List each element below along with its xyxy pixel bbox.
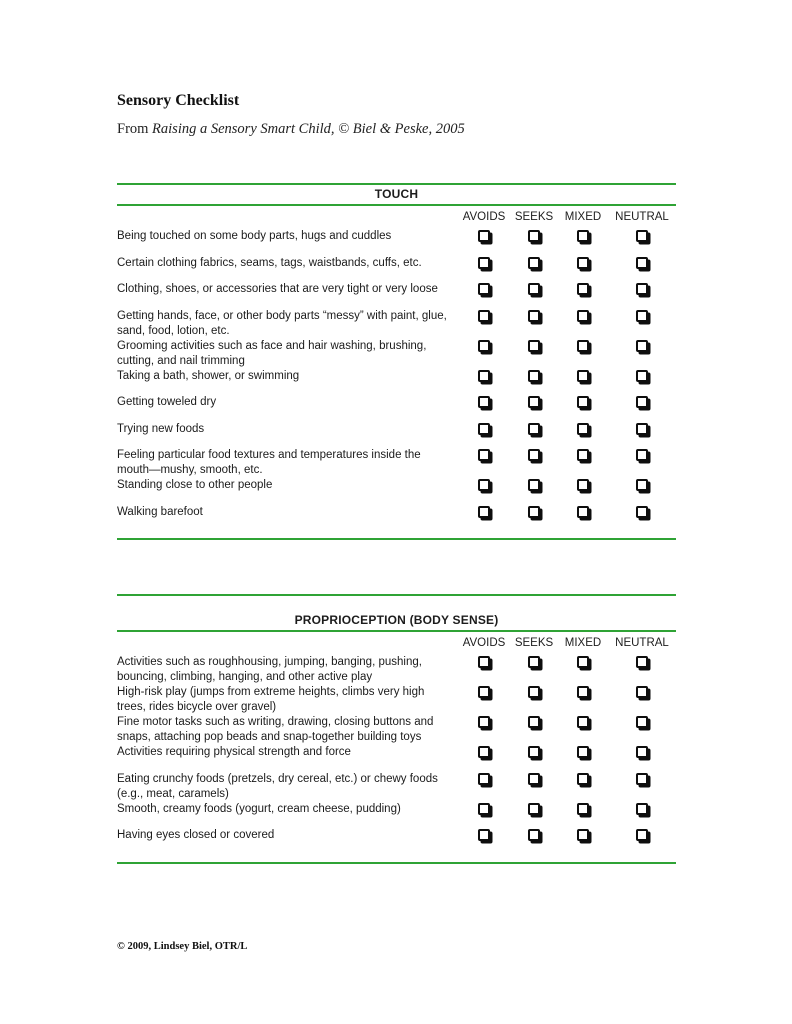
row-label: Clothing, shoes, or accessories that are very tight or very loose xyxy=(117,283,438,295)
column-header-neutral: NEUTRAL xyxy=(615,637,669,649)
checkbox-avoids[interactable] xyxy=(478,829,490,841)
checklist-section xyxy=(117,183,676,540)
checkbox-cell-avoids xyxy=(458,422,510,435)
checkbox-cell-neutral xyxy=(608,478,676,491)
checkbox-cell-avoids xyxy=(458,828,510,841)
copyright-footer: © 2009, Lindsey Biel, OTR/L xyxy=(117,941,248,952)
subtitle-prefix: From xyxy=(117,121,153,137)
checkbox-neutral[interactable] xyxy=(636,829,648,841)
checkbox-avoids[interactable] xyxy=(478,283,490,295)
checkbox-avoids[interactable] xyxy=(478,230,490,242)
column-header-avoids: AVOIDS xyxy=(462,211,506,223)
checkbox-neutral[interactable] xyxy=(636,340,648,352)
checkbox-cell-avoids xyxy=(458,448,510,461)
checkbox-cell-neutral xyxy=(608,395,676,408)
checkbox-cell-mixed xyxy=(558,478,608,491)
checkbox-avoids[interactable] xyxy=(478,257,490,269)
row-label: Activities such as roughhousing, jumping, banging, pushing, bouncing, climbing, hanging, and other active play xyxy=(117,656,422,683)
row-label: Standing close to other people xyxy=(117,479,273,491)
checkbox-cell-neutral xyxy=(608,229,676,242)
checkbox-cell-seeks xyxy=(510,282,558,295)
checkbox-seeks[interactable] xyxy=(528,656,540,668)
row-label: Fine motor tasks such as writing, drawing, closing buttons and snaps, attaching pop beads and snap-together building toys xyxy=(117,716,434,743)
checkbox-cell-mixed xyxy=(558,369,608,382)
checklist-row xyxy=(117,369,676,396)
column-header-row xyxy=(117,206,676,225)
checkbox-cell-avoids xyxy=(458,369,510,382)
checkbox-avoids[interactable] xyxy=(478,423,490,435)
row-label: Smooth, creamy foods (yogurt, cream cheese, pudding) xyxy=(117,802,401,815)
checkbox-cell-seeks xyxy=(510,802,558,815)
row-label: Grooming activities such as face and hair washing, brushing, cutting, and nail trimming xyxy=(117,339,427,367)
checkbox-avoids[interactable] xyxy=(478,310,490,322)
page-subtitle xyxy=(117,121,465,138)
checkbox-neutral[interactable] xyxy=(636,423,648,435)
checkbox-cell-avoids xyxy=(458,772,510,785)
row-label: Eating crunchy foods (pretzels, dry cereal, etc.) or chewy foods (e.g., meat, caramels) xyxy=(117,772,438,800)
checkbox-seeks[interactable] xyxy=(528,803,540,815)
checkbox-cell-avoids xyxy=(458,395,510,408)
checkbox-cell-seeks xyxy=(510,309,558,322)
checkbox-seeks[interactable] xyxy=(528,310,540,322)
section-bottom-rule xyxy=(117,538,676,540)
checkbox-avoids[interactable] xyxy=(478,746,490,758)
row-label: Being touched on some body parts, hugs and cuddles xyxy=(117,230,392,242)
checkbox-mixed[interactable] xyxy=(577,396,589,408)
page-title: Sensory Checklist xyxy=(117,92,240,109)
checkbox-cell-avoids xyxy=(458,256,510,269)
column-header-avoids: AVOIDS xyxy=(462,637,506,649)
checklist-row xyxy=(117,802,676,829)
checkbox-cell-seeks xyxy=(510,339,558,352)
row-label: High-risk play (jumps from extreme heights, climbs very high trees, rides bicycle over gravel) xyxy=(117,686,425,713)
checkbox-seeks[interactable] xyxy=(528,479,540,491)
checklist-row xyxy=(117,256,676,283)
checkbox-neutral[interactable] xyxy=(636,283,648,295)
checklist-row xyxy=(117,422,676,449)
checkbox-mixed[interactable] xyxy=(577,829,589,841)
checklist-row xyxy=(117,772,676,802)
checkbox-seeks[interactable] xyxy=(528,370,540,382)
checkbox-cell-neutral xyxy=(608,685,676,698)
checkbox-neutral[interactable] xyxy=(636,310,648,322)
checkbox-cell-avoids xyxy=(458,339,510,352)
checklist-row xyxy=(117,478,676,505)
checkbox-cell-seeks xyxy=(510,256,558,269)
checkbox-avoids[interactable] xyxy=(478,449,490,461)
checkbox-neutral[interactable] xyxy=(636,479,648,491)
checkbox-neutral[interactable] xyxy=(636,449,648,461)
checkbox-mixed[interactable] xyxy=(577,656,589,668)
checklist-row xyxy=(117,828,676,855)
checklist-row xyxy=(117,715,676,745)
checkbox-seeks[interactable] xyxy=(528,746,540,758)
checkbox-cell-mixed xyxy=(558,448,608,461)
checkbox-seeks[interactable] xyxy=(528,340,540,352)
checkbox-mixed[interactable] xyxy=(577,423,589,435)
checkbox-cell-mixed xyxy=(558,339,608,352)
checkbox-neutral[interactable] xyxy=(636,803,648,815)
checkbox-cell-neutral xyxy=(608,505,676,518)
checkbox-avoids[interactable] xyxy=(478,803,490,815)
row-label: Getting toweled dry xyxy=(117,396,217,408)
checkbox-cell-neutral xyxy=(608,369,676,382)
checkbox-seeks[interactable] xyxy=(528,773,540,785)
checkbox-cell-avoids xyxy=(458,478,510,491)
column-header-mixed: MIXED xyxy=(564,211,602,223)
checkbox-neutral[interactable] xyxy=(636,746,648,758)
checkbox-neutral[interactable] xyxy=(636,686,648,698)
row-label: Trying new foods xyxy=(117,422,205,435)
checkbox-cell-mixed xyxy=(558,802,608,815)
checkbox-seeks[interactable] xyxy=(528,716,540,728)
checkbox-cell-avoids xyxy=(458,745,510,758)
checkbox-cell-mixed xyxy=(558,715,608,728)
checklist-row xyxy=(117,448,676,478)
checklist-row xyxy=(117,745,676,772)
checkbox-neutral[interactable] xyxy=(636,257,648,269)
checklist-row xyxy=(117,505,676,532)
checkbox-cell-seeks xyxy=(510,369,558,382)
checkbox-seeks[interactable] xyxy=(528,257,540,269)
checklist-row xyxy=(117,685,676,715)
column-header-seeks: SEEKS xyxy=(514,211,554,223)
checkbox-mixed[interactable] xyxy=(577,230,589,242)
checkbox-cell-seeks xyxy=(510,828,558,841)
row-label: Getting hands, face, or other body parts “messy” with paint, glue, sand, food, lotion, etc. xyxy=(117,309,447,337)
checkbox-cell-neutral xyxy=(608,745,676,758)
checkbox-mixed[interactable] xyxy=(577,340,589,352)
checkbox-seeks[interactable] xyxy=(528,230,540,242)
checkbox-cell-mixed xyxy=(558,282,608,295)
checkbox-cell-neutral xyxy=(608,309,676,322)
column-header-mixed: MIXED xyxy=(564,637,602,649)
checklist-sections xyxy=(117,183,676,864)
checkbox-avoids[interactable] xyxy=(478,656,490,668)
checkbox-cell-seeks xyxy=(510,448,558,461)
checkbox-cell-neutral xyxy=(608,772,676,785)
checkbox-mixed[interactable] xyxy=(577,449,589,461)
checkbox-cell-neutral xyxy=(608,448,676,461)
checkbox-cell-avoids xyxy=(458,309,510,322)
checkbox-cell-neutral xyxy=(608,715,676,728)
checkbox-cell-seeks xyxy=(510,395,558,408)
checklist-row xyxy=(117,229,676,256)
checkbox-cell-mixed xyxy=(558,505,608,518)
checkbox-cell-neutral xyxy=(608,802,676,815)
column-header-row xyxy=(117,632,676,651)
checkbox-seeks[interactable] xyxy=(528,423,540,435)
checkbox-mixed[interactable] xyxy=(577,479,589,491)
checkbox-seeks[interactable] xyxy=(528,283,540,295)
checkbox-cell-avoids xyxy=(458,505,510,518)
section-rows xyxy=(117,651,676,862)
checkbox-cell-neutral xyxy=(608,339,676,352)
section-bottom-rule xyxy=(117,862,676,864)
row-label: Taking a bath, shower, or swimming xyxy=(117,369,300,382)
column-header-neutral: NEUTRAL xyxy=(615,211,669,223)
checkbox-cell-seeks xyxy=(510,655,558,668)
checkbox-cell-mixed xyxy=(558,256,608,269)
checkbox-mixed[interactable] xyxy=(577,686,589,698)
checkbox-cell-seeks xyxy=(510,478,558,491)
checkbox-cell-mixed xyxy=(558,395,608,408)
row-label: Activities requiring physical strength and force xyxy=(117,746,351,758)
checkbox-cell-mixed xyxy=(558,745,608,758)
checkbox-cell-avoids xyxy=(458,715,510,728)
checkbox-avoids[interactable] xyxy=(478,716,490,728)
checklist-row xyxy=(117,282,676,309)
checkbox-avoids[interactable] xyxy=(478,686,490,698)
checkbox-mixed[interactable] xyxy=(577,283,589,295)
checkbox-cell-neutral xyxy=(608,282,676,295)
checklist-row xyxy=(117,309,676,339)
checkbox-neutral[interactable] xyxy=(636,370,648,382)
checkbox-neutral[interactable] xyxy=(636,506,648,518)
checkbox-mixed[interactable] xyxy=(577,310,589,322)
checkbox-avoids[interactable] xyxy=(478,370,490,382)
checkbox-mixed[interactable] xyxy=(577,773,589,785)
checkbox-cell-mixed xyxy=(558,229,608,242)
checklist-row xyxy=(117,655,676,685)
checkbox-cell-seeks xyxy=(510,229,558,242)
row-label: Certain clothing fabrics, seams, tags, waistbands, cuffs, etc. xyxy=(117,256,422,269)
checkbox-cell-avoids xyxy=(458,802,510,815)
checkbox-neutral[interactable] xyxy=(636,396,648,408)
checkbox-mixed[interactable] xyxy=(577,803,589,815)
checkbox-avoids[interactable] xyxy=(478,506,490,518)
section-rows xyxy=(117,225,676,538)
checkbox-seeks[interactable] xyxy=(528,686,540,698)
checkbox-seeks[interactable] xyxy=(528,506,540,518)
checkbox-cell-seeks xyxy=(510,745,558,758)
checkbox-cell-avoids xyxy=(458,685,510,698)
checkbox-cell-avoids xyxy=(458,229,510,242)
checkbox-cell-neutral xyxy=(608,655,676,668)
checkbox-cell-mixed xyxy=(558,422,608,435)
checkbox-seeks[interactable] xyxy=(528,396,540,408)
checkbox-cell-mixed xyxy=(558,772,608,785)
checkbox-mixed[interactable] xyxy=(577,716,589,728)
section-heading: PROPRIOCEPTION (BODY SENSE) xyxy=(294,613,499,627)
checkbox-cell-neutral xyxy=(608,828,676,841)
checkbox-cell-avoids xyxy=(458,655,510,668)
column-header-seeks: SEEKS xyxy=(514,637,554,649)
checkbox-seeks[interactable] xyxy=(528,449,540,461)
checkbox-cell-mixed xyxy=(558,655,608,668)
checkbox-cell-seeks xyxy=(510,422,558,435)
checkbox-cell-neutral xyxy=(608,422,676,435)
checklist-row xyxy=(117,395,676,422)
checkbox-avoids[interactable] xyxy=(478,773,490,785)
checkbox-mixed[interactable] xyxy=(577,746,589,758)
checkbox-avoids[interactable] xyxy=(478,479,490,491)
checkbox-cell-seeks xyxy=(510,685,558,698)
row-label: Feeling particular food textures and temperatures inside the mouth—mushy, smooth, etc. xyxy=(117,449,421,476)
checkbox-mixed[interactable] xyxy=(577,257,589,269)
checklist-section xyxy=(117,594,676,864)
checkbox-neutral[interactable] xyxy=(636,230,648,242)
checkbox-avoids[interactable] xyxy=(478,340,490,352)
checkbox-seeks[interactable] xyxy=(528,829,540,841)
checkbox-neutral[interactable] xyxy=(636,656,648,668)
checkbox-cell-seeks xyxy=(510,772,558,785)
checkbox-cell-mixed xyxy=(558,828,608,841)
checkbox-cell-seeks xyxy=(510,505,558,518)
checkbox-cell-mixed xyxy=(558,309,608,322)
checkbox-neutral[interactable] xyxy=(636,773,648,785)
checklist-row xyxy=(117,339,676,369)
checkbox-cell-seeks xyxy=(510,715,558,728)
row-label: Having eyes closed or covered xyxy=(117,829,275,841)
checkbox-avoids[interactable] xyxy=(478,396,490,408)
section-heading: TOUCH xyxy=(374,187,419,201)
checkbox-cell-mixed xyxy=(558,685,608,698)
checkbox-cell-avoids xyxy=(458,282,510,295)
checkbox-mixed[interactable] xyxy=(577,506,589,518)
checkbox-cell-neutral xyxy=(608,256,676,269)
checkbox-neutral[interactable] xyxy=(636,716,648,728)
checkbox-mixed[interactable] xyxy=(577,370,589,382)
subtitle-book-title: Raising a Sensory Smart Child, © Biel & Peske, 2005 xyxy=(152,121,465,137)
row-label: Walking barefoot xyxy=(117,505,203,518)
